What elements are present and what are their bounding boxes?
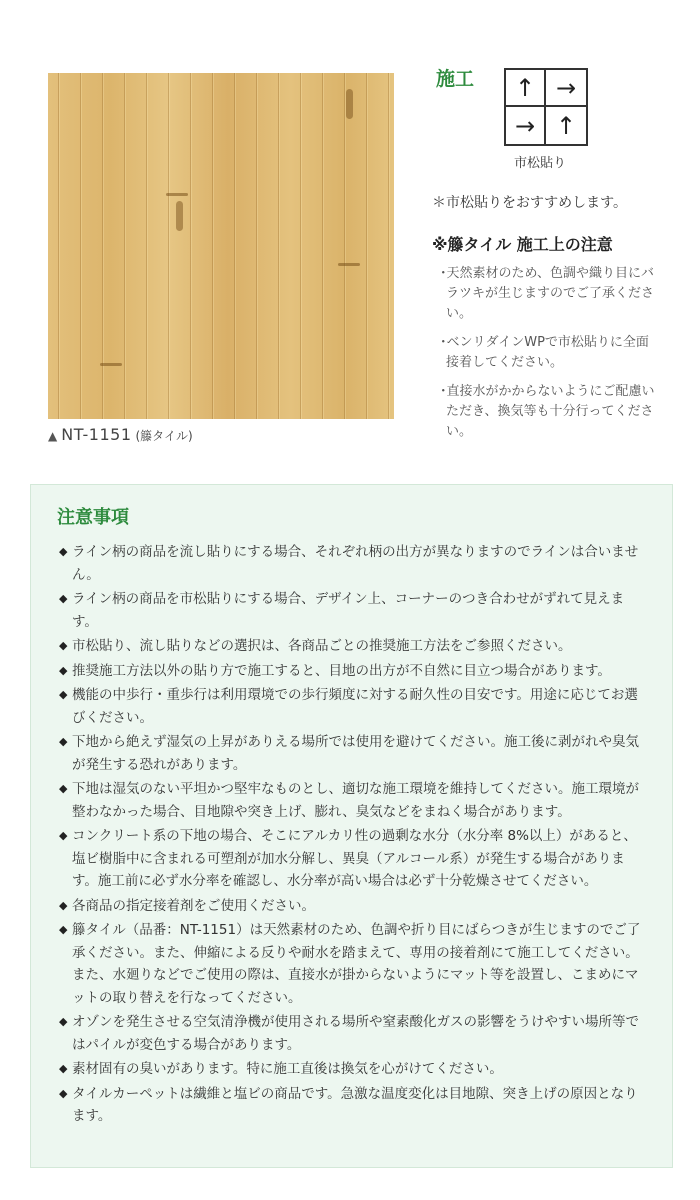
note-text: 機能の中歩行・重歩行は利用環境での歩行頻度に対する耐久性の目安です。用途に応じてお選びください。: [72, 687, 638, 726]
notes-title: 注意事項: [57, 507, 129, 528]
note-text: 素材固有の臭いがあります。特に施工直後は換気を心がけてください。: [72, 1061, 503, 1077]
note-text: コンクリート系の下地の場合、そこにアルカリ性の過剰な水分（水分率 8%以上）があると、塩ビ樹脂中に含まれる可塑剤が加水分解し、異臭（アルコール系）が発生する場合があります。施工前に必ず水分率を確認し、水分率が高い場合は必ず十分乾燥させてください。: [72, 828, 637, 889]
note-item: [59, 1058, 643, 1081]
note-item: [59, 588, 643, 633]
note-text: ライン柄の商品を市松貼りにする場合、デザイン上、コーナーのつき合わせがずれて見えます。: [72, 591, 625, 630]
note-item: [59, 1083, 643, 1128]
bamboo-node: [166, 193, 188, 196]
caution-item: ･天然素材のため、色調や織り目にバラツキが生じますのでご了承ください。: [440, 266, 655, 321]
note-item: [59, 778, 643, 823]
note-text: 推奨施工方法以外の貼り方で施工すると、目地の出方が不自然に目立つ場合があります。: [72, 662, 611, 679]
diamond-bullet-icon: ◆: [59, 688, 68, 701]
caution-item: ･直接水がかからないようにご配慮いただき、換気等も十分行ってください。: [440, 384, 655, 439]
note-text: ライン柄の商品を流し貼りにする場合、それぞれ柄の出方が異なりますのでラインは合いません。: [72, 544, 639, 583]
diamond-bullet-icon: ◆: [59, 1015, 68, 1028]
recommend-text: ＊市松貼りをおすすめします。: [432, 195, 628, 211]
note-text: 市松貼り、流し貼りなどの選択は、各商品ごとの推奨施工方法をご参照ください。: [72, 638, 572, 654]
caution-item: ･ベンリダインWPで市松貼りに全面接着してください。: [440, 335, 649, 370]
note-item: [59, 825, 643, 893]
arrow-right-icon: →: [546, 70, 586, 107]
diamond-bullet-icon: ◆: [59, 735, 68, 748]
diamond-bullet-icon: ◆: [59, 545, 68, 558]
product-type: (籐タイル): [135, 429, 193, 443]
note-text: 下地は湿気のない平坦かつ堅牢なものとし、適切な施工環境を維持してください。施工環境が整わなかった場合、目地隙や突き上げ、膨れ、臭気などをまねく場合があります。: [72, 781, 639, 820]
diamond-bullet-icon: ◆: [59, 663, 68, 677]
arrow-up-icon: ↑: [555, 111, 577, 140]
diamond-bullet-icon: ◆: [59, 898, 68, 912]
note-item: [59, 731, 643, 776]
product-caption: [48, 425, 193, 444]
note-item: [59, 684, 643, 729]
note-item: [59, 660, 643, 683]
note-item: [59, 1011, 643, 1056]
diamond-bullet-icon: ◆: [59, 592, 68, 605]
bamboo-node: [338, 263, 360, 266]
diamond-bullet-icon: ◆: [59, 923, 68, 936]
caution-list: [440, 264, 660, 451]
bamboo-node: [100, 363, 122, 366]
note-text: タイルカーペットは繊維と塩ビの商品です。急激な温度変化は目地隙、突き上げの原因となります。: [72, 1085, 638, 1124]
arrow-right-icon: →: [506, 107, 546, 144]
arrow-up-icon: ↑: [506, 70, 546, 107]
installation-title: 施工: [436, 68, 475, 90]
note-text: 各商品の指定接着剤をご使用ください。: [72, 897, 315, 914]
triangle-marker: ▲: [48, 429, 58, 443]
product-code: NT-1151: [61, 425, 132, 444]
checker-pattern-diagram: [504, 68, 588, 146]
note-text: 籐タイル（品番：NT-1151）は天然素材のため、色調や折り目にばらつきが生じますのでご了承ください。また、伸縮による反りや耐水を踏まえて、専用の接着剤にて施工してください。また、水廻りなどでご使用の際は、直接水が掛からないようにマット等を設置し、こまめにマットの取り替えを行なってください。: [72, 922, 641, 1006]
note-item: [59, 635, 643, 658]
notes-list: [59, 541, 643, 1130]
bamboo-knot: [176, 201, 183, 231]
note-text: オゾンを発生させる空気清浄機が使用される場所や窒素酸化ガスの影響をうけやすい場所等ではパイルが変色する場合があります。: [72, 1014, 639, 1053]
note-text: 下地から絶えず湿気の上昇がありえる場所では使用を避けてください。施工後に剥がれや臭気が発生する恐れがあります。: [72, 734, 639, 773]
diagram-label: 市松貼り: [514, 156, 567, 171]
diamond-bullet-icon: ◆: [59, 782, 68, 795]
diamond-bullet-icon: ◆: [59, 1086, 68, 1100]
caution-title: ※籐タイル 施工上の注意: [432, 235, 613, 254]
notes-panel: [30, 484, 673, 1168]
note-item: [59, 919, 643, 1009]
diamond-bullet-icon: ◆: [59, 829, 68, 842]
note-item: [59, 541, 643, 586]
bamboo-knot: [346, 89, 353, 119]
note-item: [59, 895, 643, 918]
diamond-bullet-icon: ◆: [59, 639, 68, 652]
diamond-bullet-icon: ◆: [59, 1062, 68, 1075]
product-swatch-image: [48, 73, 394, 419]
